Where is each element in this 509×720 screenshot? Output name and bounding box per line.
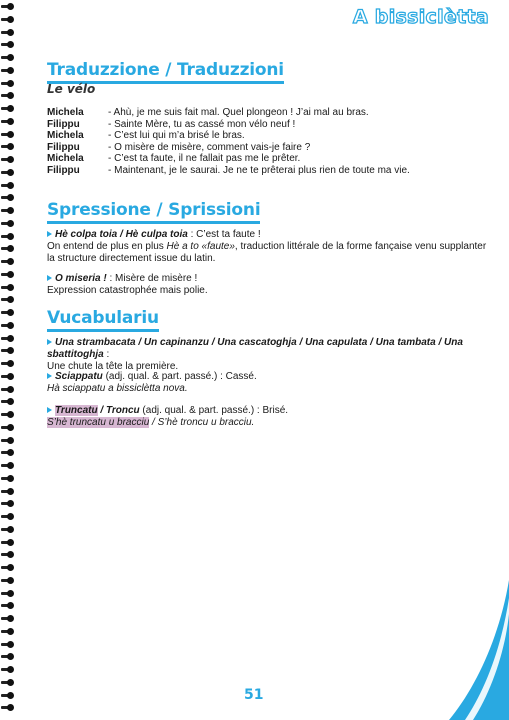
expression-heading-text: Spressione / Sprissioni: [47, 200, 261, 220]
translation-subtitle: Le vélo: [47, 82, 96, 96]
translation-heading-text: Traduzzione / Traduzzioni: [47, 60, 284, 80]
expression-term: Hè colpa toia / Hè culpa toia: [55, 229, 188, 240]
spiral-ring: [1, 131, 14, 138]
spiral-ring: [1, 207, 14, 214]
spiral-ring: [1, 679, 14, 686]
speaker-name: Filippu: [47, 141, 80, 153]
spiral-ring: [1, 92, 14, 99]
vocab-example-highlighted: S’hè truncatu u bracciu: [47, 417, 150, 428]
spiral-ring: [1, 602, 14, 609]
ring-hole: [7, 67, 14, 74]
spiral-ring: [1, 16, 14, 23]
ring-hole: [7, 284, 14, 291]
dialogue-line: [47, 107, 410, 119]
vocab-term: Sciappatu: [55, 371, 103, 382]
ring-hole: [7, 194, 14, 201]
spiral-ring: [1, 373, 14, 380]
expression-gloss: : C’est ta faute !: [187, 229, 261, 240]
dialogue-line: [47, 119, 410, 131]
spiral-ring: [1, 271, 14, 278]
ring-hole: [7, 488, 14, 495]
ring-hole: [7, 615, 14, 622]
bullet-triangle-icon: [47, 231, 52, 237]
spiral-ring: [1, 411, 14, 418]
ring-hole: [7, 628, 14, 635]
ring-hole: [7, 92, 14, 99]
speaker-name: Michela: [47, 107, 84, 118]
spiral-ring: [1, 564, 14, 571]
bullet-triangle-icon: [47, 373, 52, 379]
ring-hole: [7, 118, 14, 125]
spiral-ring: [1, 653, 14, 660]
vocab-heading-text: Vucabulariu: [47, 308, 159, 328]
spiral-ring: [1, 551, 14, 558]
spiral-binding: [0, 0, 16, 720]
spiral-ring: [1, 194, 14, 201]
bullet-triangle-icon: [47, 407, 52, 413]
ring-hole: [7, 169, 14, 176]
expression-heading: [47, 200, 260, 220]
expression-entry: [47, 273, 492, 297]
ring-hole: [7, 577, 14, 584]
dialogue-text: - Ahù, je me suis fait mal. Quel plongeon ! J’ai mal au bras.: [108, 107, 369, 118]
ring-hole: [7, 220, 14, 227]
vocab-definition: Une chute la tête la première.: [47, 361, 179, 372]
expression-gloss: : Misère de misère !: [106, 273, 198, 284]
spiral-ring: [1, 424, 14, 431]
vocab-example: / S’hè troncu u bracciu.: [149, 417, 255, 428]
ring-hole: [7, 704, 14, 711]
spiral-ring: [1, 539, 14, 546]
vocab-gloss: (adj. qual. & part. passé.) : Brisé.: [139, 405, 289, 416]
spiral-ring: [1, 143, 14, 150]
ring-hole: [7, 347, 14, 354]
ring-hole: [7, 679, 14, 686]
ring-hole: [7, 335, 14, 342]
speaker-name: Michela: [47, 153, 84, 164]
ring-hole: [7, 296, 14, 303]
spiral-ring: [1, 3, 14, 10]
ring-hole: [7, 373, 14, 380]
ring-hole: [7, 666, 14, 673]
dialogue-text: - O misère de misère, comment vais-je faire ?: [108, 141, 311, 153]
ring-hole: [7, 513, 14, 520]
spiral-ring: [1, 641, 14, 648]
spiral-ring: [1, 398, 14, 405]
ring-hole: [7, 449, 14, 456]
dialogue-text: - C’est lui qui m’a brisé le bras.: [108, 130, 245, 141]
ring-hole: [7, 360, 14, 367]
spiral-ring: [1, 258, 14, 265]
spiral-ring: [1, 182, 14, 189]
spiral-ring: [1, 666, 14, 673]
ring-hole: [7, 245, 14, 252]
spiral-ring: [1, 156, 14, 163]
ring-hole: [7, 16, 14, 23]
ring-hole: [7, 411, 14, 418]
spiral-ring: [1, 500, 14, 507]
ring-hole: [7, 602, 14, 609]
spiral-ring: [1, 590, 14, 597]
spiral-ring: [1, 475, 14, 482]
ring-hole: [7, 143, 14, 150]
ring-hole: [7, 105, 14, 112]
spiral-ring: [1, 322, 14, 329]
ring-hole: [7, 462, 14, 469]
expression-note: On entend de plus en plus: [47, 241, 167, 252]
vocab-term-highlighted: Truncatu: [55, 405, 98, 416]
dialogue-text: - Maintenant, je le saurai. Je ne te prêterai plus rien de toute ma vie.: [108, 164, 410, 176]
ring-hole: [7, 207, 14, 214]
spiral-ring: [1, 704, 14, 711]
dialogue-text: - C’est ta faute, il ne fallait pas me le prêter.: [108, 153, 301, 164]
expression-note-emphasis: Hè a to «faute»: [166, 241, 235, 252]
vocab-entry: [47, 337, 492, 373]
ring-hole: [7, 233, 14, 240]
dialogue-line: [47, 165, 410, 177]
spiral-ring: [1, 526, 14, 533]
expression-note: , traduction littérale de la forme fançaise venu supplanter la structure directement issue du latin.: [47, 241, 487, 264]
heading-underline: [47, 221, 260, 224]
vocab-gloss: (adj. qual. & part. passé.) : Cassé.: [102, 371, 257, 382]
vocab-term: Una strambacata / Un capinanzu / Una cascatoghja / Una capulata / Una tambata / Una sbattitoghja: [47, 337, 463, 360]
dialogue-line: [47, 130, 410, 142]
bullet-triangle-icon: [47, 275, 52, 281]
expression-term: O miseria !: [55, 273, 107, 284]
page-number: 51: [244, 687, 264, 703]
translation-heading: [47, 60, 284, 80]
ring-hole: [7, 641, 14, 648]
ring-hole: [7, 551, 14, 558]
ring-hole: [7, 539, 14, 546]
vocab-gloss: :: [103, 349, 110, 360]
spiral-ring: [1, 80, 14, 87]
spiral-ring: [1, 284, 14, 291]
ring-hole: [7, 590, 14, 597]
spiral-ring: [1, 296, 14, 303]
speaker-name: Filippu: [47, 164, 80, 176]
spiral-ring: [1, 169, 14, 176]
spiral-ring: [1, 449, 14, 456]
spiral-ring: [1, 488, 14, 495]
spiral-ring: [1, 29, 14, 36]
ring-hole: [7, 80, 14, 87]
spiral-ring: [1, 615, 14, 622]
ring-hole: [7, 526, 14, 533]
spiral-ring: [1, 513, 14, 520]
vocab-example: Hà sciappatu a bissiclètta nova.: [47, 383, 188, 394]
vocab-entry: [47, 371, 492, 395]
ring-hole: [7, 437, 14, 444]
spiral-ring: [1, 41, 14, 48]
spiral-ring: [1, 54, 14, 61]
spiral-ring: [1, 220, 14, 227]
spiral-ring: [1, 628, 14, 635]
ring-hole: [7, 3, 14, 10]
spiral-ring: [1, 245, 14, 252]
ring-hole: [7, 653, 14, 660]
ring-hole: [7, 271, 14, 278]
spiral-ring: [1, 462, 14, 469]
ring-hole: [7, 475, 14, 482]
spiral-ring: [1, 105, 14, 112]
spiral-ring: [1, 692, 14, 699]
expression-entry: [47, 229, 492, 265]
ring-hole: [7, 29, 14, 36]
spiral-ring: [1, 67, 14, 74]
corner-decoration: [429, 580, 509, 720]
ring-hole: [7, 258, 14, 265]
dialogue-line: [47, 153, 410, 165]
spiral-ring: [1, 335, 14, 342]
spiral-ring: [1, 360, 14, 367]
spiral-ring: [1, 386, 14, 393]
chapter-brand-title: A bissiclètta: [352, 6, 489, 28]
spiral-ring: [1, 118, 14, 125]
spiral-ring: [1, 577, 14, 584]
dialogue-line: [47, 142, 410, 154]
ring-hole: [7, 156, 14, 163]
speaker-name: Filippu: [47, 118, 80, 130]
ring-hole: [7, 386, 14, 393]
expression-note: Expression catastrophée mais polie.: [47, 285, 208, 296]
spiral-ring: [1, 347, 14, 354]
ring-hole: [7, 131, 14, 138]
ring-hole: [7, 564, 14, 571]
dialogue-list: [47, 107, 410, 176]
ring-hole: [7, 692, 14, 699]
speaker-name: Michela: [47, 130, 84, 141]
spiral-ring: [1, 437, 14, 444]
spiral-ring: [1, 309, 14, 316]
vocab-term: / Troncu: [97, 405, 140, 416]
ring-hole: [7, 500, 14, 507]
spiral-ring: [1, 233, 14, 240]
ring-hole: [7, 309, 14, 316]
vocab-heading: [47, 308, 159, 328]
heading-underline: [47, 329, 159, 332]
ring-hole: [7, 182, 14, 189]
vocab-entry: [47, 405, 492, 429]
bullet-triangle-icon: [47, 339, 52, 345]
ring-hole: [7, 41, 14, 48]
dialogue-text: - Sainte Mère, tu as cassé mon vélo neuf !: [108, 118, 296, 130]
ring-hole: [7, 424, 14, 431]
ring-hole: [7, 398, 14, 405]
ring-hole: [7, 54, 14, 61]
ring-hole: [7, 322, 14, 329]
